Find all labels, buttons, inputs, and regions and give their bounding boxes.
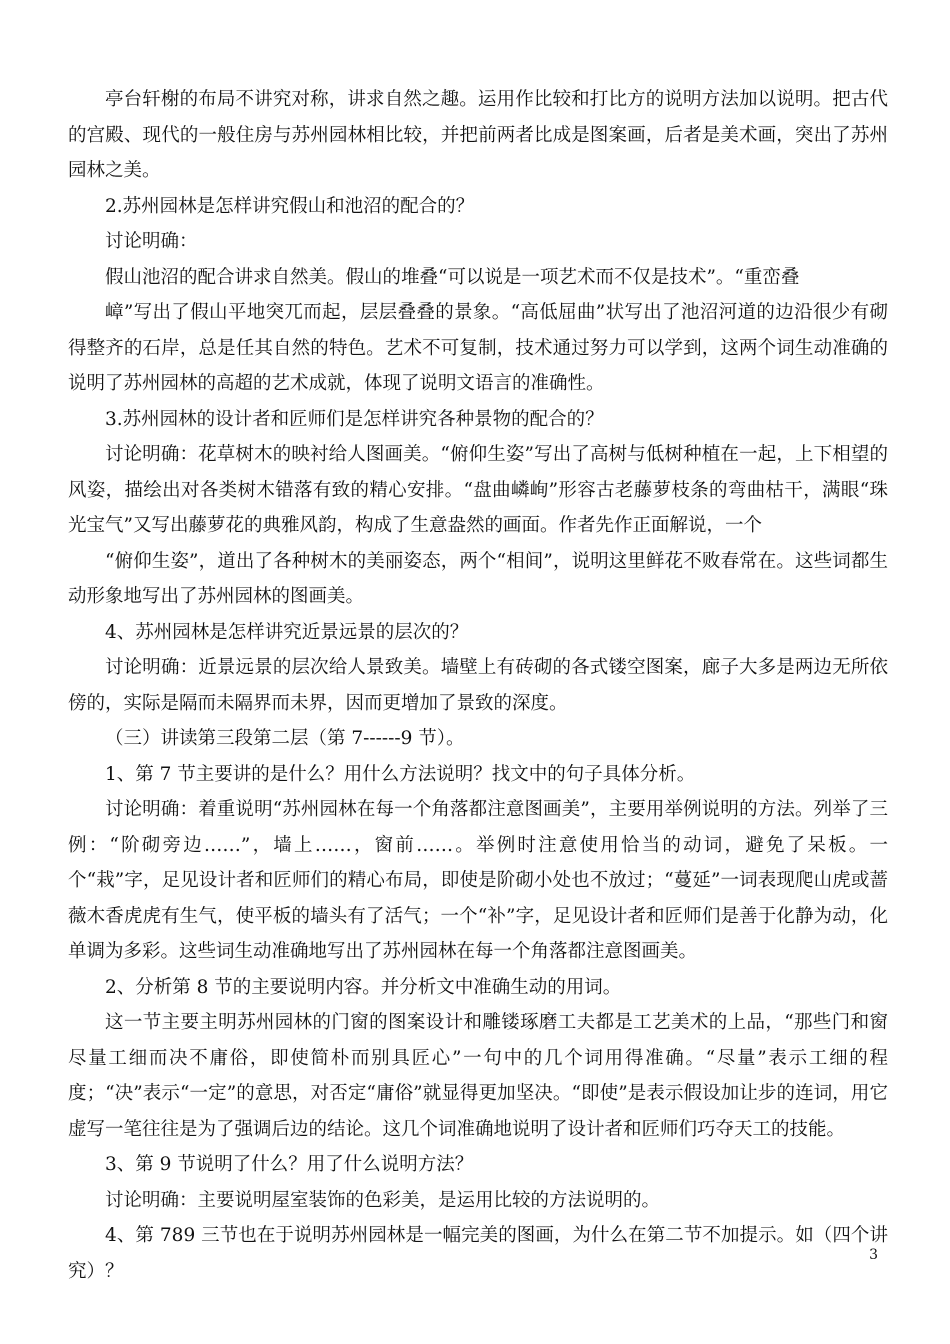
question-sec9: 3、第 9 节说明了什么？用了什么说明方法？ <box>105 1154 474 1175</box>
page-number: 3 <box>869 1247 878 1263</box>
paragraph-rockery-cont: 嶂”写出了假山平地突兀而起，层层叠叠的景象。“高低屈曲”状写出了池沼河道的边沿很少有砌得整齐的石岸，总是任其自然的特色。艺术不可复制，技术通过努力可以学到，这两个词生动准确的说明了苏州园林的高超的艺术成就，体现了说明文语言的准确性。 <box>68 302 888 394</box>
paragraph-rockery-line1: 假山池沼的配合讲求自然美。假山的堆叠“可以说是一项艺术而不仅是技术”。“重峦叠 <box>105 266 800 288</box>
question-sec7: 1、第 7 节主要讲的是什么？用什么方法说明？找文中的句子具体分析。 <box>105 763 696 785</box>
document-body <box>68 82 888 1289</box>
discussion-label: 讨论明确： <box>105 231 198 252</box>
paragraph-sec9: 讨论明确：主要说明屋室装饰的色彩美，是运用比较的方法说明的。 <box>105 1189 661 1211</box>
paragraph-layers: 讨论明确：近景远景的层次给人景致美。墙壁上有砖砌的各式镂空图案，廊子大多是两边无所依傍的，实际是隔而未隔界而未界，因而更增加了景致的深度。 <box>68 657 888 714</box>
section-heading-3: （三）讲读第三段第二层（第 7------9 节）。 <box>105 728 465 749</box>
paragraph-layout-intro: 亭台轩榭的布局不讲究对称，讲求自然之趣。运用作比较和打比方的说明方法加以说明。把古代的宫殿、现代的一般住房与苏州园林相比较，并把前两者比成是图案画，后者是美术画，突出了苏州园林之美。 <box>68 89 888 181</box>
question-sec789: 4、第 789 三节也在于说明苏州园林是一幅完美的图画，为什么在第二节不加提示。如（四个讲究）？ <box>68 1225 888 1282</box>
paragraph-trees-cont: “俯仰生姿”，道出了各种树木的美丽姿态，两个“相间”，说明这里鲜花不败春常在。这些词都生动形象地写出了苏州园林的图画美。 <box>68 550 888 607</box>
question-3: 3.苏州园林的设计者和匠师们是怎样讲究各种景物的配合的？ <box>105 408 604 430</box>
paragraph-trees: 讨论明确：花草树木的映衬给人图画美。“俯仰生姿”写出了高树与低树种植在一起，上下相望的风姿，描绘出对各类树木错落有致的精心安排。“盘曲嶙峋”形容古老藤萝枝条的弯曲枯干，满眼“珠光宝气”又写出藤萝花的典雅风韵，构成了生意盎然的画面。作者先作正面解说，一个 <box>68 444 888 536</box>
question-sec8: 2、分析第 8 节的主要说明内容。并分析文中准确生动的用词。 <box>105 976 622 998</box>
question-4: 4、苏州园林是怎样讲究近景远景的层次的？ <box>105 621 469 643</box>
question-2: 2.苏州园林是怎样讲究假山和池沼的配合的？ <box>105 195 475 217</box>
paragraph-sec7: 讨论明确：着重说明“苏州园林在每一个角落都注意图画美”，主要用举例说明的方法。列举了三例：“阶砌旁边……”，墙上……，窗前……。举例时注意使用恰当的动词，避免了呆板。一个“栽”字，足见设计者和匠师们的精心布局，即使是阶砌小处也不放过；“蔓延”一词表现爬山虎或蔷薇木香虎虎有生气，使平板的墙头有了活气；一个“补”字，足见设计者和匠师们是善于化静为动，化单调为多彩。这些词生动准确地写出了苏州园林在每一个角落都注意图画美。 <box>68 799 888 962</box>
paragraph-sec8: 这一节主要主明苏州园林的门窗的图案设计和雕镂琢磨工夫都是工艺美术的上品，“那些门和窗尽量工细而决不庸俗，即使简朴而别具匠心”一句中的几个词用得准确。“尽量”表示工细的程度；“决”表示“一定”的意思，对否定“庸俗”就显得更加坚决。“即使”是表示假设加让步的连词，用它虚写一笔往往是为了强调后边的结论。这几个词准确地说明了设计者和匠师们巧夺天工的技能。 <box>68 1012 888 1140</box>
